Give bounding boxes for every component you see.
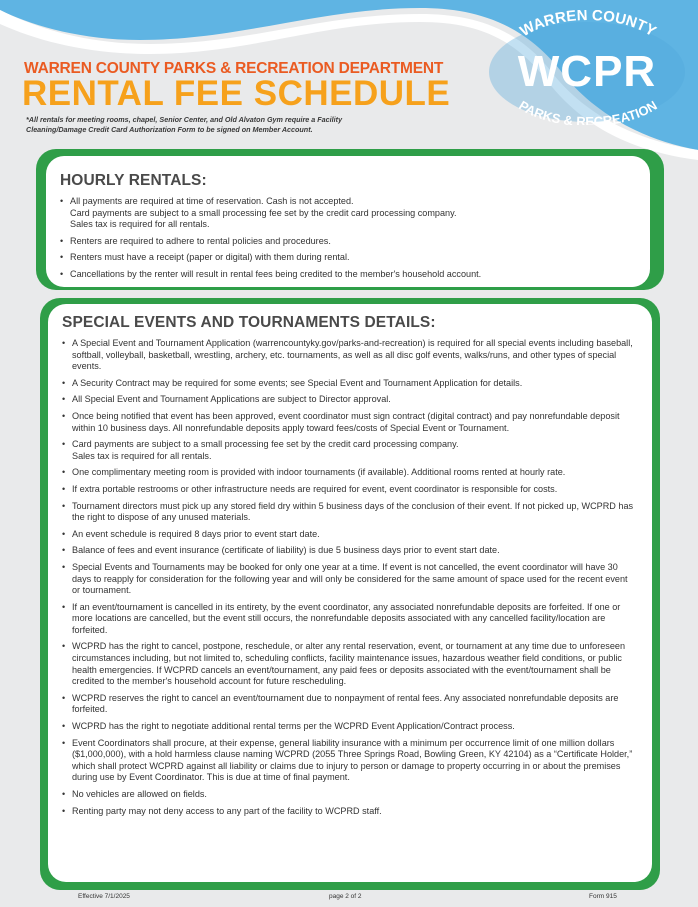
wcpr-logo xyxy=(486,10,686,130)
bullet-item xyxy=(62,484,638,496)
special-events-card xyxy=(48,304,652,882)
bullet-text: • One complimentary meeting room is provided with indoor tournaments (if available). Additional rooms rented at hourly rate. xyxy=(72,467,566,478)
special-list xyxy=(62,338,638,817)
bullet-item xyxy=(62,411,638,434)
bullet-text: • WCPRD has the right to negotiate additional rental terms per the WCPRD Event Application/Contract process. xyxy=(72,721,515,732)
bullet-text: • Renters are required to adhere to rental policies and procedures. xyxy=(70,235,331,246)
hourly-rentals-card xyxy=(46,156,650,287)
page-number: page 2 of 2 xyxy=(329,893,362,900)
bullet-item xyxy=(62,501,638,524)
form-number: Form 915 xyxy=(589,893,617,900)
bullet-item xyxy=(62,545,638,557)
logo-top-text: WARREN COUNTY xyxy=(517,10,659,41)
bullet-item xyxy=(62,789,638,801)
special-heading: SPECIAL EVENTS AND TOURNAMENTS DETAILS: xyxy=(62,314,436,331)
bullet-item xyxy=(62,602,638,637)
hourly-list xyxy=(60,196,636,281)
bullet-text: • A Security Contract may be required for some events; see Special Event and Tournament Application for details. xyxy=(72,377,523,388)
effective-date: Effective 7/1/2025 xyxy=(78,893,130,900)
bullet-item xyxy=(62,562,638,597)
bullet-item xyxy=(62,738,638,784)
bullet-text: • All payments are required at time of reservation. Cash is not accepted. xyxy=(70,196,354,206)
bullet-text: • Balance of fees and event insurance (certificate of liability) is due 5 business days prior to event start date. xyxy=(72,545,500,556)
bullet-text: • No vehicles are allowed on fields. xyxy=(72,789,207,799)
bullet-item xyxy=(62,529,638,541)
bullet-text: Card payments are subject to a small processing fee set by the credit card processing company. xyxy=(70,207,457,218)
bullet-text: • An event schedule is required 8 days prior to event start date. xyxy=(72,528,320,539)
page-title: RENTAL FEE SCHEDULE xyxy=(22,74,451,113)
bullet-item xyxy=(60,236,636,248)
bullet-text: • Tournament directors must pick up any stored field dry within 5 business days of the conclusion of their event. If not picked up, WCPRD has the right to dispose of any unused materials. xyxy=(72,500,634,523)
bullet-text: • Renting party may not deny access to any part of the facility to WCPRD staff. xyxy=(72,805,382,816)
bullet-item xyxy=(60,269,636,281)
bullet-item xyxy=(62,721,638,733)
bullet-text: • Once being notified that event has been approved, event coordinator must sign contract (digital contract) and pay nonrefundable deposit within 10 business days. All nonrefundable deposits apply toward fees/costs of Special Event or Tournament. xyxy=(72,410,620,433)
bullet-item xyxy=(62,693,638,716)
bullet-item xyxy=(62,439,638,462)
logo-bottom-text: PARKS & RECREATION xyxy=(516,97,660,125)
bullet-text: • If an event/tournament is cancelled in its entirety, by the event coordinator, any associated nonrefundable deposits are forfeited. If one or more locations are cancelled, but the event still occurs, the nonrefundable deposits associated with any cancelled facility/location are forfeited. xyxy=(72,601,621,635)
bullet-item xyxy=(62,641,638,687)
bullet-text: • WCPRD reserves the right to cancel an event/tournament due to nonpayment of rental fees. Any associated nonrefundable deposits are forfeited. xyxy=(72,692,619,715)
bullet-item xyxy=(62,467,638,479)
bullet-text: Sales tax is required for all rentals. xyxy=(70,219,210,230)
bullet-text: • If extra portable restrooms or other infrastructure needs are required for event, event coordinator is responsible for costs. xyxy=(72,483,558,494)
bullet-text: • Cancellations by the renter will result in rental fees being credited to the member's household account. xyxy=(70,268,482,279)
bullet-item xyxy=(62,394,638,406)
bullet-text: • Card payments are subject to a small processing fee set by the credit card processing company. xyxy=(72,439,459,450)
bullet-item xyxy=(62,378,638,390)
logo-letters: WCPR xyxy=(517,47,657,96)
bullet-item xyxy=(60,252,636,264)
bullet-text: • WCPRD has the right to cancel, postpone, reschedule, or alter any rental reservation, event, or tournament at any time due to unforeseen circumstances including, but not limited to, scheduling conflicts, facility maintenance issues, hazardous weather field conditions, or public health emergencies. If WCPRD cancels an event/tournament, any paid fees or deposits associated with the event/tournament shall be credited to the member's household account for future rescheduling. xyxy=(72,641,626,687)
authorization-note: *All rentals for meeting rooms, chapel, Senior Center, and Old Alvaton Gym require a Facility Cleaning/Damage Credit Card Authorization Form to be signed on Member Account. xyxy=(26,115,343,134)
hourly-heading: HOURLY RENTALS: xyxy=(60,172,207,189)
bullet-text: • Special Events and Tournaments may be booked for only one year at a time. If event is not cancelled, the event coordinator will have 30 days to reapply for consideration for the following year and will only be considered for the same amount of space used for the recent event or tournament. xyxy=(72,561,628,596)
bullet-item xyxy=(62,806,638,818)
bullet-item xyxy=(62,338,638,373)
bullet-item xyxy=(60,196,636,231)
bullet-text: • Event Coordinators shall procure, at their expense, general liability insurance with a minimum per occurrence limit of one million dollars ($1,000,000), with a hold harmless clause naming WCPRD (2055 Three Springs Road, Bowling Green, KY 42104) as a “Certificate Holder,” which shall protect WCPRD against all liability or claims due to injury to person or damage to property occurring in or about the premises during use by Event Coordinator. This is due at time of final payment. xyxy=(72,737,633,783)
department-name: WARREN COUNTY PARKS & RECREATION DEPARTMENT xyxy=(24,60,444,77)
bullet-text: • All Special Event and Tournament Applications are subject to Director approval. xyxy=(72,394,391,405)
bullet-text: • Renters must have a receipt (paper or digital) with them during rental. xyxy=(70,252,350,263)
bullet-text: Sales tax is required for all rentals. xyxy=(72,450,212,461)
bullet-text: • A Special Event and Tournament Application (warrencountyky.gov/parks-and-recreation) is required for all special events including baseball, softball, volleyball, basketball, wrestling, archery, etc. tournaments, as well as all disc golf events, walks/runs, and other types of special events. xyxy=(72,338,633,372)
